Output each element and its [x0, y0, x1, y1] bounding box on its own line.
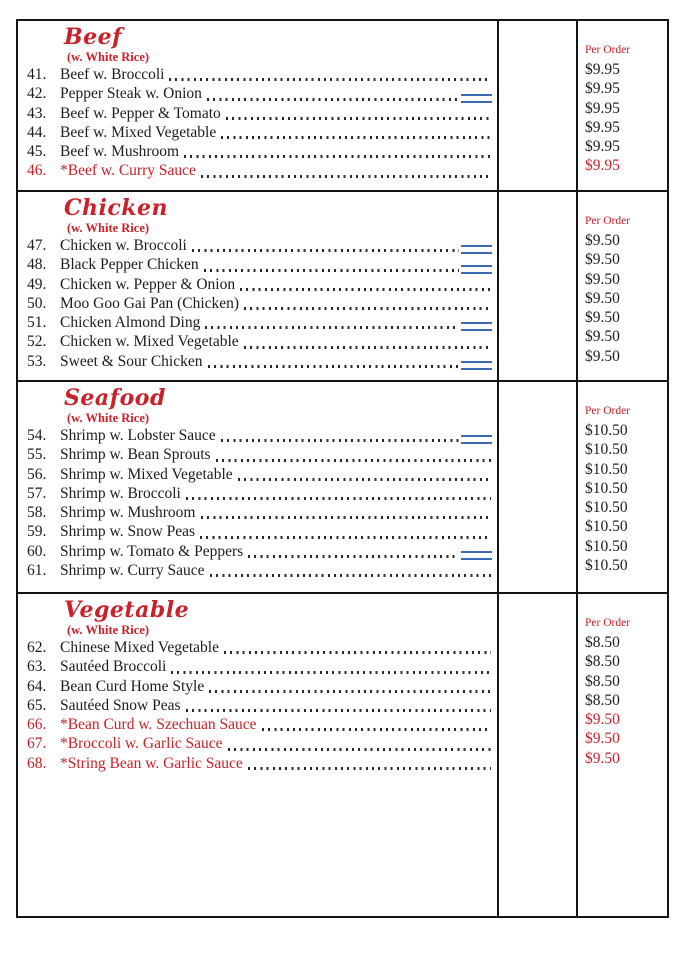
item-price: $10.50: [585, 499, 628, 517]
item-number: 67.: [27, 735, 47, 753]
dotted-leader: [210, 574, 491, 577]
item-number: 48.: [27, 256, 47, 274]
item-name: Chicken w. Mixed Vegetable: [60, 333, 239, 351]
empty-column-beef: [499, 21, 576, 190]
section-subtitle: (w. White Rice): [67, 623, 150, 637]
item-name: Shrimp w. Mixed Vegetable: [60, 465, 233, 483]
item-number: 61.: [27, 562, 47, 580]
dotted-leader: [169, 78, 491, 81]
blue-highlight-mark: [461, 361, 492, 370]
item-number: 63.: [27, 658, 47, 676]
dotted-leader: [248, 767, 491, 770]
item-price: $8.50: [585, 634, 620, 651]
item-price: $10.50: [585, 557, 628, 575]
menu-item: [27, 236, 493, 255]
section-subtitle: (w. White Rice): [67, 411, 150, 425]
item-number: 50.: [27, 294, 47, 312]
dotted-leader: [238, 478, 491, 481]
per-order-label: Per Order: [585, 44, 631, 56]
menu-item: [27, 255, 493, 274]
menu-item: [27, 677, 493, 696]
dotted-leader: [244, 307, 491, 310]
item-number: 49.: [27, 275, 47, 293]
item-name: Shrimp w. Mushroom: [60, 504, 196, 522]
item-price: $9.95: [585, 61, 620, 78]
dotted-leader: [216, 459, 491, 462]
item-number: 43.: [27, 104, 47, 122]
dotted-leader: [200, 536, 491, 539]
dotted-leader: [192, 249, 459, 252]
item-number: 44.: [27, 123, 47, 141]
dotted-leader: [201, 516, 492, 519]
item-price: $9.50: [585, 711, 620, 729]
dotted-leader: [248, 555, 459, 558]
item-number: 64.: [27, 677, 47, 695]
dotted-leader: [221, 439, 459, 442]
item-price: $9.50: [585, 270, 620, 288]
item-number: 53.: [27, 352, 47, 370]
section-title: Chicken: [64, 195, 168, 221]
item-price: $9.50: [585, 251, 620, 269]
item-name: Sweet & Sour Chicken: [60, 352, 203, 370]
item-price: $9.50: [585, 328, 620, 346]
menu-item: [27, 142, 493, 161]
section-subtitle: (w. White Rice): [67, 50, 150, 64]
item-name: *Beef w. Curry Sauce: [60, 162, 196, 180]
menu-item: [27, 332, 493, 351]
section-title: Seafood: [64, 385, 166, 411]
menu-item: [27, 734, 493, 753]
item-price: $8.50: [585, 691, 620, 709]
item-name: Sautéed Broccoli: [60, 658, 167, 676]
dotted-leader: [208, 365, 460, 368]
menu-item: [27, 638, 493, 657]
blue-highlight-mark: [461, 322, 492, 331]
item-price: $9.95: [585, 157, 620, 175]
item-price: $9.95: [585, 99, 620, 117]
menu-item: [27, 313, 493, 332]
dotted-leader: [224, 651, 491, 654]
menu-item: [27, 503, 493, 522]
dotted-leader: [209, 690, 491, 693]
blue-highlight-mark: [461, 435, 492, 444]
menu-item: [27, 426, 493, 445]
item-price: $9.95: [585, 118, 620, 136]
dotted-leader: [240, 288, 491, 291]
item-price: $9.50: [585, 749, 620, 767]
menu-grid: [16, 19, 669, 918]
menu-item: [27, 522, 493, 541]
dotted-leader: [171, 671, 491, 674]
item-name: Shrimp w. Snow Peas: [60, 523, 196, 541]
dotted-leader: [186, 497, 491, 500]
empty-column-vegetable: [499, 594, 576, 916]
section-title: Vegetable: [64, 597, 190, 623]
item-price: $9.50: [585, 347, 620, 365]
item-name: Chicken w. Broccoli: [60, 237, 187, 254]
section-chicken: [18, 192, 497, 380]
item-name: Moo Goo Gai Pan (Chicken): [60, 294, 240, 312]
menu-item: [27, 84, 493, 103]
item-number: 51.: [27, 314, 47, 332]
blue-highlight-mark: [461, 94, 492, 103]
per-order-label: Per Order: [585, 405, 631, 417]
item-price: $10.50: [585, 441, 628, 459]
menu-item: [27, 445, 493, 464]
price-column-chicken: [578, 192, 667, 380]
item-number: 41.: [27, 66, 47, 83]
item-number: 68.: [27, 754, 47, 772]
dotted-leader: [262, 728, 491, 731]
menu-item: [27, 294, 493, 313]
item-name: Beef w. Broccoli: [60, 66, 165, 83]
section-vegetable: [18, 594, 497, 916]
item-price: $8.50: [585, 653, 620, 671]
section-subtitle: (w. White Rice): [67, 221, 150, 235]
dotted-leader: [205, 326, 459, 329]
item-name: Sautéed Snow Peas: [60, 696, 181, 714]
item-name: Beef w. Pepper & Tomato: [60, 104, 221, 122]
item-price: $9.95: [585, 138, 620, 156]
item-name: Bean Curd Home Style: [60, 677, 205, 695]
menu-item: [27, 696, 493, 715]
item-price: $10.50: [585, 422, 628, 439]
item-name: Chicken Almond Ding: [60, 314, 201, 332]
item-name: *String Bean w. Garlic Sauce: [60, 754, 243, 772]
item-name: Shrimp w. Lobster Sauce: [60, 427, 216, 444]
price-column-vegetable: [578, 594, 667, 916]
item-number: 55.: [27, 446, 47, 464]
price-column-beef: [578, 21, 667, 190]
item-number: 47.: [27, 237, 47, 254]
menu-item: [27, 65, 493, 84]
dotted-leader: [244, 346, 491, 349]
item-price: $8.50: [585, 672, 620, 690]
item-price: $9.50: [585, 289, 620, 307]
item-name: Shrimp w. Broccoli: [60, 484, 181, 502]
item-number: 59.: [27, 523, 47, 541]
item-price: $9.50: [585, 309, 620, 327]
menu-item: [27, 123, 493, 142]
item-name: *Broccoli w. Garlic Sauce: [60, 735, 223, 753]
item-number: 54.: [27, 427, 47, 444]
item-number: 42.: [27, 85, 47, 103]
item-price: $9.95: [585, 80, 620, 98]
blue-highlight-mark: [461, 551, 492, 560]
item-name: Black Pepper Chicken: [60, 256, 199, 274]
item-name: Beef w. Mushroom: [60, 143, 180, 161]
menu-item: [27, 104, 493, 123]
item-name: Shrimp w. Bean Sprouts: [60, 446, 211, 464]
blue-highlight-mark: [461, 245, 492, 254]
price-column-seafood: [578, 382, 667, 592]
item-price: $10.50: [585, 518, 628, 536]
menu-item: [27, 352, 493, 371]
item-number: 56.: [27, 465, 47, 483]
dotted-leader: [184, 155, 491, 158]
item-number: 52.: [27, 333, 47, 351]
item-number: 66.: [27, 716, 47, 734]
item-number: 65.: [27, 696, 47, 714]
menu-item: [27, 484, 493, 503]
item-name: Shrimp w. Curry Sauce: [60, 562, 205, 580]
dotted-leader: [228, 748, 491, 751]
item-price: $9.50: [585, 232, 620, 249]
item-name: Shrimp w. Tomato & Peppers: [60, 542, 244, 560]
menu-item: [27, 542, 493, 561]
dotted-leader: [201, 175, 491, 178]
item-price: $10.50: [585, 479, 628, 497]
dotted-leader: [204, 269, 459, 272]
section-seafood: [18, 382, 497, 592]
blue-highlight-mark: [461, 265, 492, 274]
menu-item: [27, 161, 493, 180]
empty-column-chicken: [499, 192, 576, 380]
item-number: 45.: [27, 143, 47, 161]
menu-item: [27, 754, 493, 773]
menu-item: [27, 561, 493, 580]
per-order-label: Per Order: [585, 617, 631, 629]
item-number: 60.: [27, 542, 47, 560]
item-name: Chicken w. Pepper & Onion: [60, 275, 236, 293]
menu-item: [27, 465, 493, 484]
menu-item: [27, 715, 493, 734]
dotted-leader: [226, 117, 491, 120]
section-beef: [18, 21, 497, 190]
item-price: $10.50: [585, 460, 628, 478]
per-order-label: Per Order: [585, 215, 631, 227]
dotted-leader: [186, 709, 491, 712]
item-name: Beef w. Mixed Vegetable: [60, 123, 217, 141]
item-price: $9.50: [585, 730, 620, 748]
empty-column-seafood: [499, 382, 576, 592]
item-number: 57.: [27, 484, 47, 502]
section-title: Beef: [64, 24, 123, 50]
item-number: 58.: [27, 504, 47, 522]
menu-item: [27, 275, 493, 294]
item-name: Chinese Mixed Vegetable: [60, 639, 219, 656]
item-name: Pepper Steak w. Onion: [60, 85, 202, 103]
item-number: 62.: [27, 639, 47, 656]
dotted-leader: [221, 136, 491, 139]
item-price: $10.50: [585, 537, 628, 555]
item-name: *Bean Curd w. Szechuan Sauce: [60, 716, 257, 734]
item-number: 46.: [27, 162, 47, 180]
dotted-leader: [207, 98, 459, 101]
menu-item: [27, 657, 493, 676]
